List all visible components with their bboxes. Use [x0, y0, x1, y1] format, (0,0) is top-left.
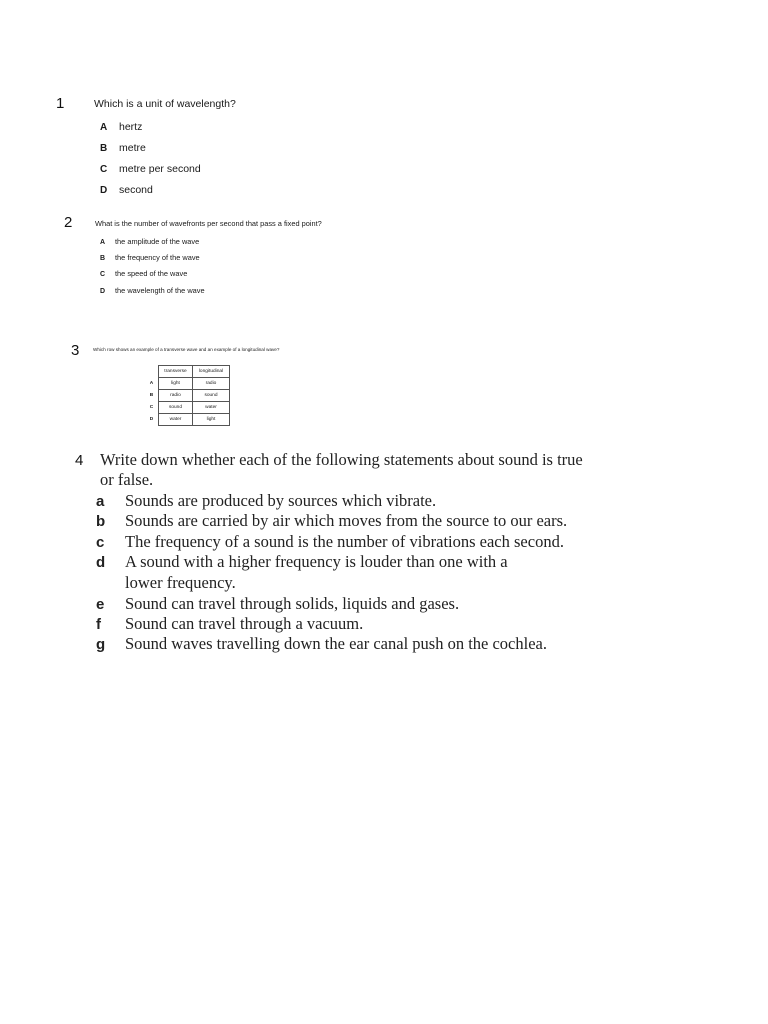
statement-letter: d [96, 554, 106, 571]
option-text: the wavelength of the wave [115, 286, 205, 295]
statement-text: Sound can travel through a vacuum. [125, 614, 364, 633]
statement-g [96, 634, 547, 654]
row-letter: B [149, 393, 154, 398]
table-corner [145, 366, 159, 378]
question-number: 2 [64, 214, 73, 231]
option-text: hertz [119, 121, 143, 133]
option-text: the frequency of the wave [115, 253, 200, 262]
table-cell: light [193, 414, 230, 426]
row-letter: A [149, 381, 154, 386]
option-b [100, 253, 200, 262]
statement-letter: g [96, 636, 106, 653]
table-cell: radio [159, 390, 193, 402]
question-number: 1 [56, 95, 65, 112]
option-a [100, 121, 142, 133]
statement-text: Sound can travel through solids, liquids and gases. [125, 594, 460, 613]
question-stem: Which row shows an example of a transverse wave and an example of a longitudinal wave? [93, 347, 280, 352]
question-stem: Which is a unit of wavelength? [94, 98, 236, 110]
question-stem: What is the number of wavefronts per second that pass a fixed point? [95, 219, 322, 228]
statement-text: Sounds are produced by sources which vibrate. [125, 491, 437, 510]
table-row [145, 390, 230, 402]
statement-a [96, 491, 436, 511]
statement-text: Sound waves travelling down the ear canal push on the cochlea. [125, 634, 547, 653]
column-header-transverse: transverse [159, 366, 193, 378]
statement-b [96, 511, 567, 531]
question-number: 3 [71, 342, 80, 359]
option-letter: D [100, 288, 106, 295]
statement-d [96, 552, 508, 572]
option-text: metre per second [119, 163, 201, 175]
table-header-row [145, 366, 230, 378]
option-letter: A [100, 122, 108, 133]
table-row [145, 402, 230, 414]
question-stem-line-2: or false. [100, 470, 154, 489]
option-c [100, 163, 201, 175]
option-letter: A [100, 239, 106, 246]
option-d [100, 184, 153, 196]
statement-f [96, 614, 363, 634]
option-text: second [119, 184, 153, 196]
statement-text: A sound with a higher frequency is louder than one with a [125, 552, 508, 571]
statement-c [96, 532, 564, 552]
table-row [145, 378, 230, 390]
option-text: the speed of the wave [115, 269, 188, 278]
option-c [100, 269, 187, 278]
option-text: the amplitude of the wave [115, 237, 200, 246]
option-a [100, 237, 199, 246]
option-letter: B [100, 255, 106, 262]
column-header-longitudinal: longitudinal [193, 366, 230, 378]
table-row [145, 414, 230, 426]
option-letter: C [100, 164, 108, 175]
row-letter: D [149, 417, 154, 422]
statement-letter: b [96, 513, 106, 530]
table-cell: water [193, 402, 230, 414]
wave-examples-table [145, 365, 230, 426]
row-letter: C [149, 405, 154, 410]
statement-text: The frequency of a sound is the number of vibrations each second. [125, 532, 564, 551]
statement-letter: c [96, 534, 105, 551]
question-number: 4 [75, 452, 84, 469]
statement-d-continuation: lower frequency. [125, 573, 236, 592]
statement-e [96, 594, 459, 614]
question-stem-line-1: Write down whether each of the following statements about sound is true [100, 450, 583, 469]
option-letter: C [100, 271, 106, 278]
table-cell: sound [193, 390, 230, 402]
table-cell: light [159, 378, 193, 390]
table-cell: radio [193, 378, 230, 390]
table-cell: water [159, 414, 193, 426]
statement-letter: f [96, 616, 101, 633]
table-cell: sound [159, 402, 193, 414]
option-letter: B [100, 143, 108, 154]
statement-letter: e [96, 596, 105, 613]
statement-letter: a [96, 493, 105, 510]
option-b [100, 142, 146, 154]
option-d [100, 286, 205, 295]
statement-text: Sounds are carried by air which moves from the source to our ears. [125, 511, 568, 530]
option-letter: D [100, 185, 108, 196]
option-text: metre [119, 142, 146, 154]
